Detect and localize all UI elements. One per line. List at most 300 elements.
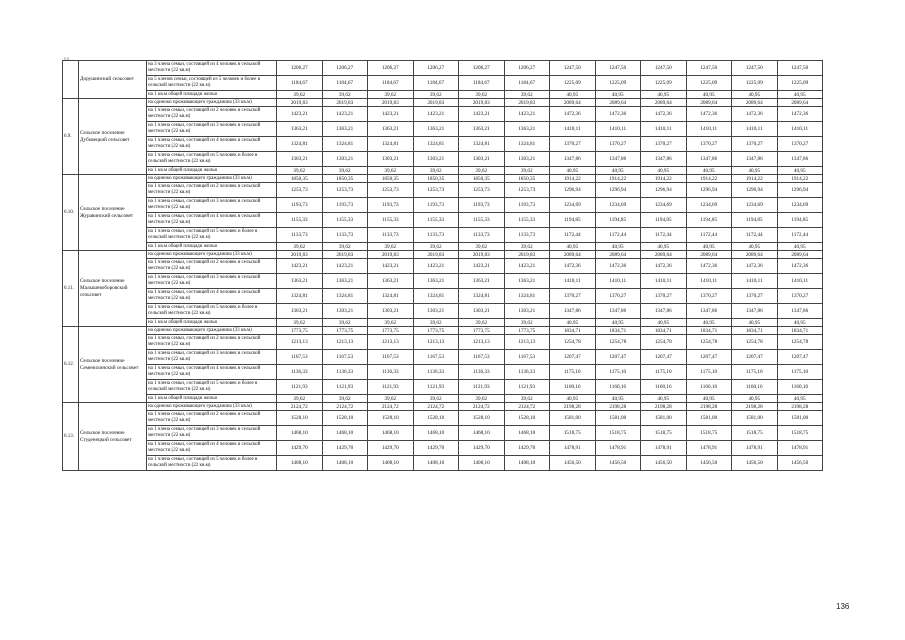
value-cell: 1155,33 [277, 213, 323, 228]
cost-table-body [63, 61, 823, 471]
value-cell: 1370,27 [550, 137, 596, 152]
value-cell: 1247,50 [595, 61, 641, 76]
value-cell: 40,95 [550, 243, 596, 251]
table-row [63, 411, 823, 426]
value-cell: 1133,73 [368, 228, 414, 243]
table-row [63, 350, 823, 365]
value-cell: 1172,44 [595, 228, 641, 243]
value-cell: 39,62 [322, 395, 368, 403]
value-cell: 1456,50 [732, 456, 778, 471]
value-cell: 1213,13 [504, 335, 550, 350]
category-cell: на 1 члена семьи, состоящей из 4 человек в сельской местности (22 кв.м) [147, 441, 277, 456]
value-cell: 2019,83 [459, 99, 505, 107]
value-cell: 1121,93 [322, 380, 368, 395]
value-cell: 1370,27 [595, 137, 641, 152]
value-cell: 1253,73 [459, 183, 505, 198]
value-cell: 2198,28 [595, 403, 641, 411]
value-cell: 1363,21 [504, 122, 550, 137]
value-cell: 39,62 [504, 395, 550, 403]
value-cell: 1370,27 [550, 289, 596, 304]
value-cell: 1172,44 [732, 228, 778, 243]
category-cell: на 1 члена семьи, состоящей из 5 человек и более в сельской местности (22 кв.м) [147, 456, 277, 471]
value-cell: 39,62 [459, 319, 505, 327]
value-cell: 1194,85 [777, 213, 823, 228]
value-cell: 40,95 [550, 91, 596, 99]
value-cell: 2019,83 [459, 251, 505, 259]
value-cell: 1207,47 [595, 350, 641, 365]
value-cell: 1410,11 [595, 274, 641, 289]
value-cell: 1296,94 [732, 183, 778, 198]
value-cell: 1834,71 [777, 327, 823, 335]
value-cell: 1429,70 [368, 441, 414, 456]
value-cell: 1207,47 [641, 350, 687, 365]
table-row [63, 274, 823, 289]
value-cell: 1193,73 [504, 198, 550, 213]
value-cell: 39,62 [413, 91, 459, 99]
value-cell: 1225,09 [777, 76, 823, 91]
value-cell: 1167,53 [277, 350, 323, 365]
value-cell: 1478,91 [595, 441, 641, 456]
value-cell: 1324,81 [504, 137, 550, 152]
value-cell: 1347,86 [550, 304, 596, 319]
value-cell: 1160,16 [595, 380, 641, 395]
value-cell: 1472,36 [777, 107, 823, 122]
value-cell: 39,62 [413, 395, 459, 403]
value-cell: 1253,73 [504, 183, 550, 198]
value-cell: 1478,91 [777, 441, 823, 456]
value-cell: 1207,47 [550, 350, 596, 365]
table-row [63, 152, 823, 167]
value-cell: 1472,36 [777, 259, 823, 274]
settlement-name: Сельское поселение Журавинский сельсовет [79, 175, 147, 251]
value-cell: 1324,81 [277, 137, 323, 152]
value-cell: 1324,81 [504, 289, 550, 304]
value-cell: 1155,33 [459, 213, 505, 228]
value-cell: 2124,72 [504, 403, 550, 411]
category-cell: на 3 члена семьи, состоящей из 4 человек в сельской местности (22 кв.м) [147, 61, 277, 76]
value-cell: 2124,72 [277, 403, 323, 411]
value-cell: 1518,75 [550, 426, 596, 441]
value-cell: 40,95 [595, 91, 641, 99]
table-row [63, 175, 823, 183]
value-cell: 1370,27 [686, 137, 732, 152]
value-cell: 1160,16 [686, 380, 732, 395]
value-cell: 1423,21 [413, 259, 459, 274]
value-cell: 1247,50 [641, 61, 687, 76]
value-cell: 1206,27 [368, 61, 414, 76]
value-cell: 1225,09 [550, 76, 596, 91]
value-cell: 1247,50 [550, 61, 596, 76]
value-cell: 1423,21 [413, 107, 459, 122]
value-cell: 1370,27 [595, 289, 641, 304]
value-cell: 1429,70 [322, 441, 368, 456]
value-cell: 2089,64 [777, 251, 823, 259]
value-cell: 1363,21 [277, 274, 323, 289]
value-cell: 2089,64 [550, 99, 596, 107]
value-cell: 1423,21 [322, 107, 368, 122]
value-cell: 1213,13 [459, 335, 505, 350]
table-row [63, 259, 823, 274]
value-cell: 1160,16 [550, 380, 596, 395]
value-cell: 1468,10 [504, 426, 550, 441]
value-cell: 1472,36 [595, 107, 641, 122]
category-cell: на 1 кв.м общей площади жилья [147, 319, 277, 327]
value-cell: 1247,50 [732, 61, 778, 76]
category-cell: на одиноко проживающего гражданина (33 кв.м) [147, 251, 277, 259]
value-cell: 1225,09 [686, 76, 732, 91]
value-cell: 1468,10 [322, 426, 368, 441]
value-cell: 1423,21 [459, 107, 505, 122]
value-cell: 1253,73 [277, 183, 323, 198]
value-cell: 1324,81 [413, 289, 459, 304]
value-cell: 39,62 [322, 319, 368, 327]
value-cell: 1581,00 [550, 411, 596, 426]
category-cell: на 1 члена семьи, состоящей из 4 человек в сельской местности (22 кв.м) [147, 289, 277, 304]
category-cell: на 1 члена семьи, состоящей из 4 человек в сельской местности (22 кв.м) [147, 137, 277, 152]
value-cell: 1303,21 [459, 152, 505, 167]
value-cell: 1410,11 [777, 274, 823, 289]
value-cell: 1528,10 [504, 411, 550, 426]
value-cell: 1456,50 [641, 456, 687, 471]
value-cell: 39,62 [504, 167, 550, 175]
value-cell: 2019,83 [277, 251, 323, 259]
value-cell: 1296,94 [550, 183, 596, 198]
value-cell: 40,95 [732, 395, 778, 403]
value-cell: 1423,21 [368, 259, 414, 274]
value-cell: 1121,93 [368, 380, 414, 395]
value-cell: 39,62 [277, 395, 323, 403]
table-row [63, 289, 823, 304]
value-cell: 1324,81 [322, 289, 368, 304]
value-cell: 40,95 [595, 243, 641, 251]
value-cell: 1133,73 [504, 228, 550, 243]
value-cell: 1213,13 [322, 335, 368, 350]
top-mark: 6.8. [64, 56, 70, 61]
value-cell: 1410,11 [550, 122, 596, 137]
value-cell: 2198,28 [686, 403, 732, 411]
value-cell: 2089,64 [595, 99, 641, 107]
value-cell: 1193,73 [459, 198, 505, 213]
value-cell: 2089,64 [686, 99, 732, 107]
category-cell: на 1 члена семьи, состоящей из 3 человек в сельской местности (22 кв.м) [147, 426, 277, 441]
value-cell: 1363,21 [368, 274, 414, 289]
value-cell: 1324,81 [368, 289, 414, 304]
value-cell: 39,62 [504, 319, 550, 327]
value-cell: 1478,91 [732, 441, 778, 456]
value-cell: 1133,73 [459, 228, 505, 243]
value-cell: 1184,67 [504, 76, 550, 91]
value-cell: 1172,44 [641, 228, 687, 243]
value-cell: 1472,36 [595, 259, 641, 274]
table-row [63, 122, 823, 137]
value-cell: 1303,21 [413, 304, 459, 319]
value-cell: 1834,71 [686, 327, 732, 335]
value-cell: 1834,71 [732, 327, 778, 335]
table-row [63, 107, 823, 122]
value-cell: 1363,21 [459, 122, 505, 137]
value-cell: 1472,36 [732, 259, 778, 274]
value-cell: 40,95 [777, 243, 823, 251]
value-cell: 1347,86 [777, 304, 823, 319]
value-cell: 1410,11 [732, 274, 778, 289]
value-cell: 39,62 [277, 91, 323, 99]
value-cell: 39,62 [504, 91, 550, 99]
value-cell: 1528,10 [413, 411, 459, 426]
table-row [63, 335, 823, 350]
group-code: 6.13. [63, 403, 79, 471]
value-cell: 2198,28 [641, 403, 687, 411]
value-cell: 40,95 [641, 319, 687, 327]
value-cell: 1581,00 [686, 411, 732, 426]
value-cell: 1303,21 [368, 152, 414, 167]
value-cell: 1155,33 [504, 213, 550, 228]
value-cell: 2089,64 [777, 99, 823, 107]
value-cell: 1468,10 [277, 426, 323, 441]
value-cell: 1167,53 [504, 350, 550, 365]
value-cell: 2124,72 [413, 403, 459, 411]
category-cell: на 5 членов семьи, состоящей из 5 человек и более в сельской местности (22 кв.м) [147, 76, 277, 91]
value-cell: 1914,22 [686, 175, 732, 183]
value-cell: 1363,21 [277, 122, 323, 137]
value-cell: 1194,85 [550, 213, 596, 228]
value-cell: 1850,35 [277, 175, 323, 183]
category-cell: на 1 члена семьи, состоящей из 5 человек и более в сельской местности (22 кв.м) [147, 228, 277, 243]
value-cell: 1194,85 [732, 213, 778, 228]
value-cell: 1136,33 [504, 365, 550, 380]
value-cell: 1478,91 [641, 441, 687, 456]
value-cell: 1850,35 [413, 175, 459, 183]
value-cell: 1234,69 [595, 198, 641, 213]
category-cell: на 1 члена семьи, состоящей из 4 человек в сельской местности (22 кв.м) [147, 365, 277, 380]
table-row [63, 319, 823, 327]
value-cell: 1472,36 [550, 107, 596, 122]
value-cell: 1370,27 [732, 137, 778, 152]
value-cell: 1254,78 [686, 335, 732, 350]
value-cell: 1347,86 [732, 304, 778, 319]
value-cell: 39,62 [368, 319, 414, 327]
value-cell: 39,62 [277, 167, 323, 175]
category-cell: на одиноко проживающего гражданина (33 кв.м) [147, 175, 277, 183]
value-cell: 40,95 [595, 167, 641, 175]
table-row [63, 137, 823, 152]
value-cell: 1213,13 [413, 335, 459, 350]
table-row [63, 183, 823, 198]
value-cell: 1363,21 [459, 274, 505, 289]
value-cell: 1193,73 [277, 198, 323, 213]
value-cell: 1408,10 [368, 456, 414, 471]
table-row [63, 327, 823, 335]
value-cell: 1370,27 [732, 289, 778, 304]
value-cell: 1184,67 [413, 76, 459, 91]
value-cell: 1429,70 [504, 441, 550, 456]
value-cell: 1136,33 [322, 365, 368, 380]
value-cell: 39,62 [322, 167, 368, 175]
value-cell: 1850,35 [322, 175, 368, 183]
value-cell: 1303,21 [277, 304, 323, 319]
value-cell: 39,62 [277, 243, 323, 251]
value-cell: 39,62 [368, 167, 414, 175]
value-cell: 1253,73 [413, 183, 459, 198]
value-cell: 1184,67 [277, 76, 323, 91]
value-cell: 1347,86 [550, 152, 596, 167]
value-cell: 1410,11 [732, 122, 778, 137]
value-cell: 40,95 [777, 91, 823, 99]
value-cell: 1206,27 [413, 61, 459, 76]
value-cell: 1850,35 [459, 175, 505, 183]
value-cell: 1303,21 [277, 152, 323, 167]
value-cell: 1429,70 [413, 441, 459, 456]
value-cell: 1423,21 [459, 259, 505, 274]
value-cell: 39,62 [322, 91, 368, 99]
value-cell: 1175,10 [686, 365, 732, 380]
category-cell: на 1 кв.м общей площади жилья [147, 243, 277, 251]
value-cell: 2198,28 [777, 403, 823, 411]
value-cell: 1172,44 [686, 228, 732, 243]
value-cell: 2089,64 [550, 251, 596, 259]
value-cell: 1834,71 [595, 327, 641, 335]
value-cell: 1581,00 [777, 411, 823, 426]
value-cell: 1303,21 [368, 304, 414, 319]
table-row [63, 61, 823, 76]
value-cell: 1175,10 [732, 365, 778, 380]
value-cell: 1423,21 [322, 259, 368, 274]
value-cell: 1133,73 [277, 228, 323, 243]
value-cell: 39,62 [459, 167, 505, 175]
value-cell: 1456,50 [595, 456, 641, 471]
value-cell: 1206,27 [322, 61, 368, 76]
value-cell: 1773,75 [459, 327, 505, 335]
value-cell: 40,95 [641, 91, 687, 99]
value-cell: 1121,93 [277, 380, 323, 395]
value-cell: 1253,73 [322, 183, 368, 198]
value-cell: 1408,10 [504, 456, 550, 471]
value-cell: 1834,71 [641, 327, 687, 335]
value-cell: 1408,10 [413, 456, 459, 471]
value-cell: 1410,11 [550, 274, 596, 289]
value-cell: 1136,33 [459, 365, 505, 380]
value-cell: 1528,10 [368, 411, 414, 426]
value-cell: 1234,69 [641, 198, 687, 213]
value-cell: 1254,78 [595, 335, 641, 350]
value-cell: 1347,86 [686, 304, 732, 319]
value-cell: 1370,27 [777, 137, 823, 152]
value-cell: 1773,75 [504, 327, 550, 335]
value-cell: 1410,11 [595, 122, 641, 137]
value-cell: 1160,16 [732, 380, 778, 395]
value-cell: 2019,83 [322, 251, 368, 259]
value-cell: 1472,36 [732, 107, 778, 122]
value-cell: 1518,75 [732, 426, 778, 441]
value-cell: 2019,83 [277, 99, 323, 107]
value-cell: 1347,86 [641, 152, 687, 167]
value-cell: 1167,53 [459, 350, 505, 365]
value-cell: 1423,21 [277, 107, 323, 122]
value-cell: 1296,94 [641, 183, 687, 198]
value-cell: 1184,67 [368, 76, 414, 91]
value-cell: 1172,44 [777, 228, 823, 243]
value-cell: 1478,91 [686, 441, 732, 456]
value-cell: 39,62 [277, 319, 323, 327]
value-cell: 1518,75 [595, 426, 641, 441]
value-cell: 1234,69 [732, 198, 778, 213]
value-cell: 1363,21 [413, 122, 459, 137]
value-cell: 40,95 [595, 319, 641, 327]
value-cell: 39,62 [413, 319, 459, 327]
table-row [63, 228, 823, 243]
value-cell: 1773,75 [368, 327, 414, 335]
value-cell: 1247,50 [777, 61, 823, 76]
value-cell: 40,95 [686, 91, 732, 99]
value-cell: 1914,22 [777, 175, 823, 183]
value-cell: 40,95 [595, 395, 641, 403]
table-row [63, 76, 823, 91]
value-cell: 1408,10 [322, 456, 368, 471]
value-cell: 1193,73 [322, 198, 368, 213]
value-cell: 1472,36 [686, 259, 732, 274]
value-cell: 1528,10 [322, 411, 368, 426]
value-cell: 1423,21 [277, 259, 323, 274]
value-cell: 1850,35 [368, 175, 414, 183]
value-cell: 1194,85 [595, 213, 641, 228]
value-cell: 1234,69 [686, 198, 732, 213]
value-cell: 1456,50 [777, 456, 823, 471]
value-cell: 39,62 [459, 395, 505, 403]
value-cell: 1324,81 [368, 137, 414, 152]
value-cell: 2019,83 [368, 99, 414, 107]
value-cell: 1423,21 [504, 259, 550, 274]
table-row [63, 456, 823, 471]
value-cell: 1155,33 [413, 213, 459, 228]
table-row [63, 167, 823, 175]
value-cell: 1225,09 [595, 76, 641, 91]
value-cell: 1429,70 [277, 441, 323, 456]
table-row [63, 380, 823, 395]
value-cell: 1206,27 [504, 61, 550, 76]
value-cell: 1347,86 [777, 152, 823, 167]
value-cell: 1456,50 [550, 456, 596, 471]
value-cell: 1363,21 [413, 274, 459, 289]
value-cell: 1184,67 [322, 76, 368, 91]
value-cell: 1167,53 [413, 350, 459, 365]
value-cell: 1213,13 [277, 335, 323, 350]
category-cell: на 1 члена семьи, состоящей из 3 человек в сельской местности (22 кв.м) [147, 122, 277, 137]
value-cell: 39,62 [368, 395, 414, 403]
value-cell: 1225,09 [641, 76, 687, 91]
value-cell: 1472,36 [686, 107, 732, 122]
value-cell: 1363,21 [322, 122, 368, 137]
value-cell: 1136,33 [368, 365, 414, 380]
value-cell: 1518,75 [777, 426, 823, 441]
value-cell: 40,95 [550, 319, 596, 327]
category-cell: на 1 члена семьи, состоящей из 2 человек в сельской местности (22 кв.м) [147, 411, 277, 426]
value-cell: 1303,21 [322, 304, 368, 319]
value-cell: 1207,47 [732, 350, 778, 365]
value-cell: 1133,73 [322, 228, 368, 243]
value-cell: 1324,81 [459, 289, 505, 304]
value-cell: 39,62 [322, 243, 368, 251]
table-row [63, 243, 823, 251]
value-cell: 1160,16 [777, 380, 823, 395]
value-cell: 1175,10 [595, 365, 641, 380]
value-cell: 1528,10 [459, 411, 505, 426]
value-cell: 40,95 [732, 167, 778, 175]
value-cell: 1472,36 [641, 259, 687, 274]
value-cell: 1370,27 [641, 137, 687, 152]
value-cell: 1303,21 [459, 304, 505, 319]
value-cell: 1155,33 [368, 213, 414, 228]
category-cell: на 1 члена семьи, состоящей из 2 человек в сельской местности (22 кв.м) [147, 335, 277, 350]
table-row [63, 441, 823, 456]
